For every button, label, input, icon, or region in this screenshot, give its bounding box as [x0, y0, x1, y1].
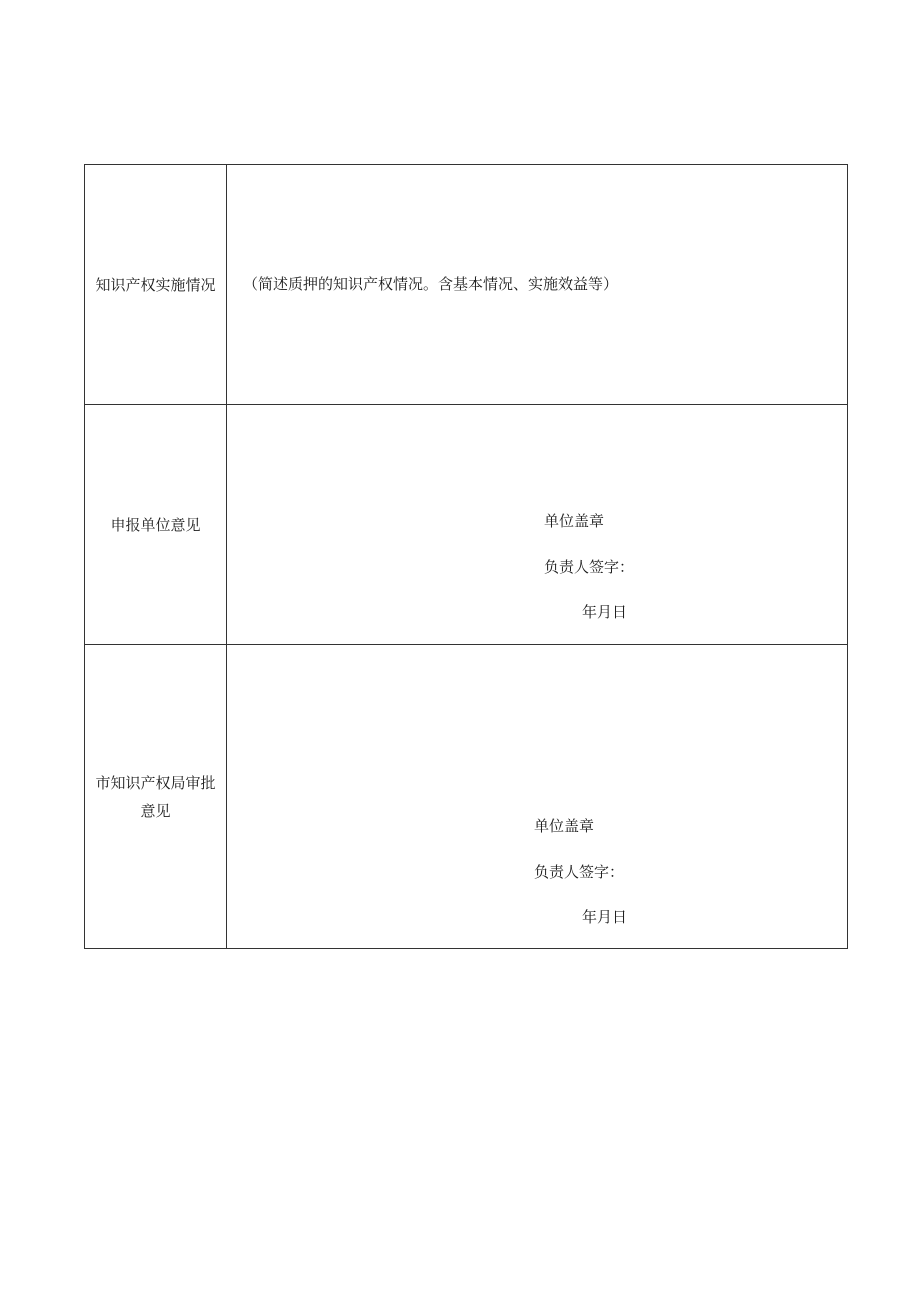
table-row-applicant-opinion — [85, 405, 848, 645]
content-cell-bureau-approval[interactable] — [227, 645, 848, 949]
table-row-ip-implementation — [85, 165, 848, 405]
row-label — [85, 769, 226, 825]
ip-implementation-hint: （简述质押的知识产权情况。含基本情况、实施效益等） — [243, 275, 619, 293]
row-label: 知识产权实施情况 — [95, 275, 216, 294]
label-cell-ip-implementation — [85, 165, 227, 405]
signer-label: 负责人签字： — [534, 863, 625, 881]
label-cell-applicant-opinion — [85, 405, 227, 645]
ip-pledge-form-table — [84, 164, 848, 949]
table-row-bureau-approval — [85, 645, 848, 949]
signer-label: 负责人签字： — [544, 558, 635, 576]
date-label: 年月日 — [582, 908, 628, 926]
content-cell-applicant-opinion[interactable] — [227, 405, 848, 645]
label-cell-bureau-approval — [85, 645, 227, 949]
seal-label: 单位盖章 — [534, 817, 595, 835]
row-label-line-1: 市知识产权局审批 — [95, 773, 216, 792]
content-cell-ip-implementation[interactable] — [227, 165, 848, 405]
date-label: 年月日 — [582, 603, 628, 621]
row-label: 申报单位意见 — [110, 515, 201, 534]
seal-label: 单位盖章 — [544, 512, 605, 530]
row-label-line-2: 意见 — [140, 801, 171, 820]
